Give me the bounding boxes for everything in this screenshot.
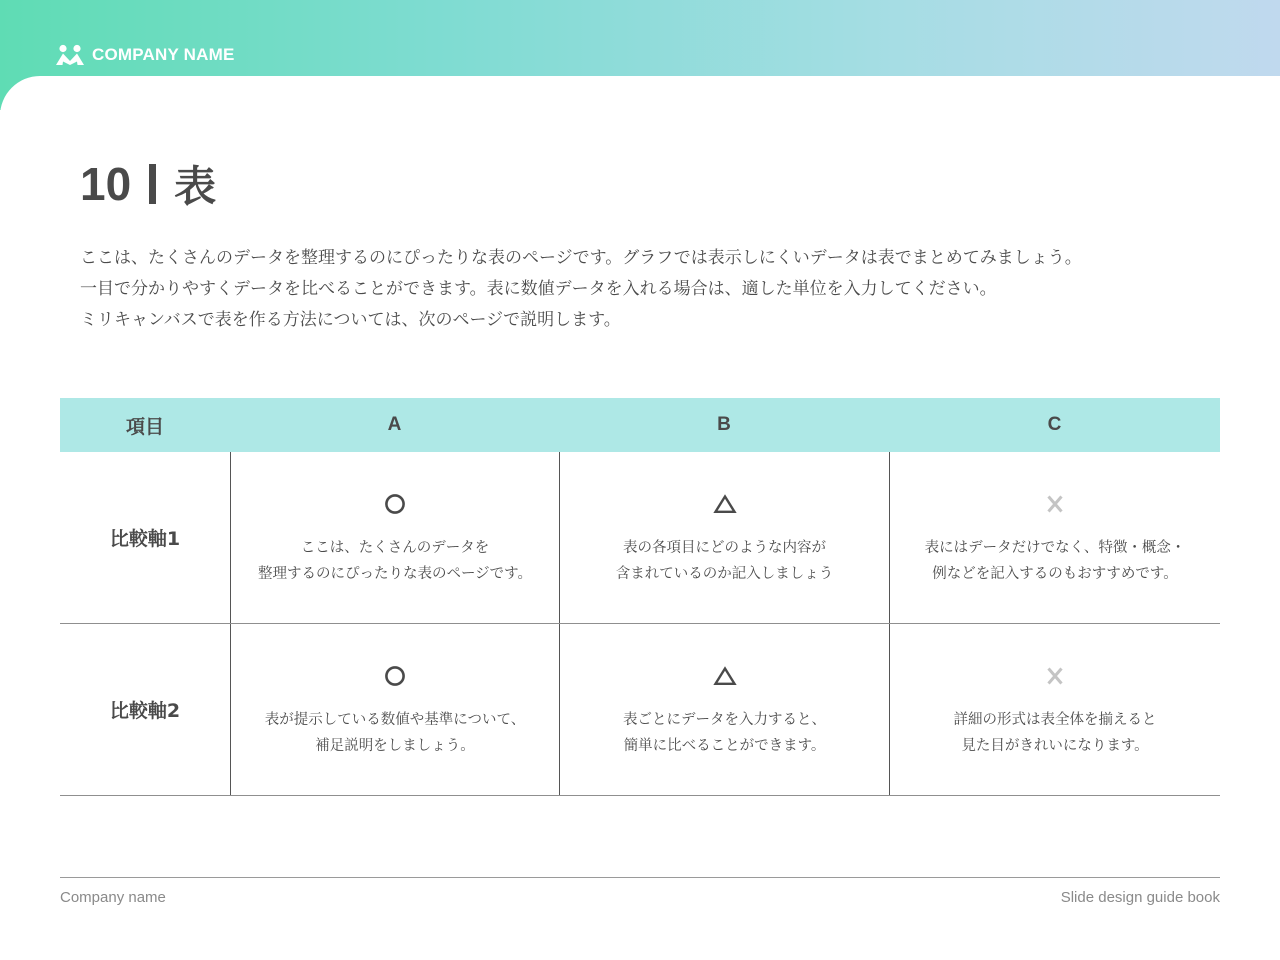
triangle-mark-icon xyxy=(713,489,737,519)
table-cell xyxy=(889,452,1220,623)
title-text: 表 xyxy=(174,162,217,211)
column-header-b: B xyxy=(717,414,731,435)
description-line: 一目で分かりやすくデータを比べることができます。表に数値データを入れる場合は、適した単位を入力してください。 xyxy=(80,279,997,299)
cell-text xyxy=(925,535,1186,587)
cell-line: 表が提示している数値や基準について、 xyxy=(264,711,526,728)
cell-line: 補足説明をしましょう。 xyxy=(315,737,475,754)
cell-text xyxy=(623,707,826,759)
table-row xyxy=(60,452,1220,624)
company-name: COMPANY NAME xyxy=(92,45,235,64)
cell-line: 整理するのにぴったりな表のページです。 xyxy=(257,565,533,582)
cell-line: 表の各項目にどのような内容が xyxy=(623,539,826,556)
description xyxy=(80,243,1200,336)
column-header-a: A xyxy=(387,414,402,435)
description-line: ここは、たくさんのデータを整理するのにぴったりな表のページです。グラフでは表示しにくいデータは表でまとめてみましょう。 xyxy=(80,248,1082,268)
column-header-c: C xyxy=(1047,414,1062,435)
cell-line: 詳細の形式は表全体を揃えると xyxy=(953,711,1157,728)
row-label-cell xyxy=(60,624,230,795)
page-title xyxy=(80,156,216,212)
cross-mark-icon xyxy=(1046,661,1064,691)
table-cell xyxy=(889,624,1220,795)
row-label: 比較軸2 xyxy=(109,700,181,722)
column-header-item: 項目 xyxy=(125,416,164,438)
cell-line: 含まれているのか記入しましょう xyxy=(615,565,834,582)
cell-line: 表ごとにデータを入力すると、 xyxy=(623,711,826,728)
footer-divider xyxy=(60,877,1220,878)
cell-text xyxy=(954,707,1157,759)
footer-guide-title: Slide design guide book xyxy=(1060,889,1220,906)
cell-line: 例などを記入するのもおすすめです。 xyxy=(932,565,1178,582)
cell-text xyxy=(265,707,525,759)
table-row xyxy=(60,624,1220,796)
cell-text xyxy=(616,535,834,587)
brand xyxy=(56,42,235,68)
description-line: ミリキャンバスで表を作る方法については、次のページで説明します。 xyxy=(80,310,621,330)
row-label-cell xyxy=(60,452,230,623)
cell-text xyxy=(258,535,532,587)
circle-mark-icon xyxy=(384,489,406,519)
comparison-table xyxy=(60,398,1220,796)
cell-line: 見た目がきれいになります。 xyxy=(961,737,1149,754)
table-cell xyxy=(559,452,889,623)
row-label: 比較軸1 xyxy=(109,528,181,550)
title-divider xyxy=(149,164,156,204)
cross-mark-icon xyxy=(1046,489,1064,519)
table-cell xyxy=(230,452,559,623)
title-number: 10 xyxy=(80,158,132,210)
cell-line: 簡単に比べることができます。 xyxy=(623,737,826,754)
cell-line: 表にはデータだけでなく、特徴・概念・ xyxy=(924,539,1186,556)
people-logo-icon xyxy=(56,44,84,66)
cell-line: ここは、たくさんのデータを xyxy=(300,539,490,556)
table-header xyxy=(60,398,1220,452)
table-cell xyxy=(559,624,889,795)
table-cell xyxy=(230,624,559,795)
triangle-mark-icon xyxy=(713,661,737,691)
circle-mark-icon xyxy=(384,661,406,691)
footer-company-name: Company name xyxy=(60,889,166,906)
